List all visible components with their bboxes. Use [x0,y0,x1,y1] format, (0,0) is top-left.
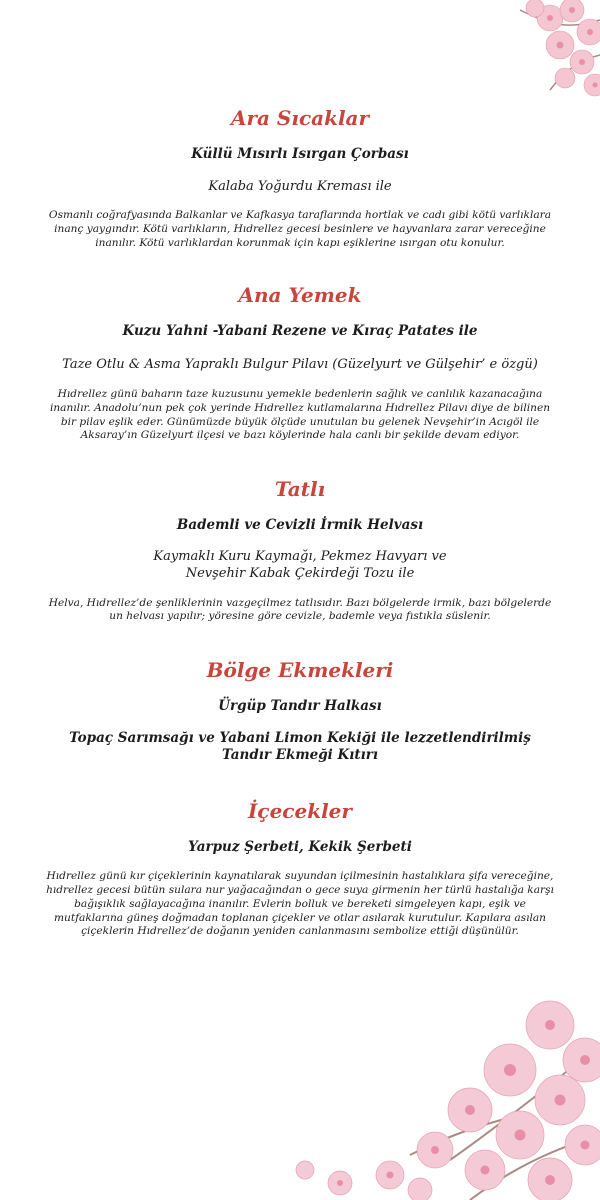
dish-name-line: Topaç Sarımsağı ve Yabani Limon Kekiği ile lezzetlendirilmiş [69,729,531,746]
menu-content [46,100,554,939]
dish-subtitle-line: Nevşehir Kabak Çekirdeği Tozu ile [185,565,415,581]
dish-description: Osmanlı coğrafyasında Balkanlar ve Kafkasya taraflarında hortlak ve cadı gibi kötü varlıklara inanç yaygındır. Kötü varlıkların, Hıdrellez gecesi besinlere ve hayvanlara zarar vereceğine inanılır. Kötü varlıklardan korunmak için kapı eşiklerine ısırgan otu konulur. [48,209,552,249]
section-title-bolge-ekmekleri: Bölge Ekmekleri [206,658,394,683]
section-title-ana-yemek: Ana Yemek [238,282,362,307]
cherry-blossom-bottom-icon [220,985,600,1200]
dish-name: Yarpuz Şerbeti, Kekik Şerbeti [188,838,412,855]
dish-name: Küllü Mısırlı Isırgan Çorbası [191,146,409,162]
dish-subtitle-line: Kaymaklı Kuru Kaymağı, Pekmez Havyarı ve [153,548,447,564]
dish-description: Hıdrellez günü baharın taze kuzusunu yemekle bedenlerin sağlık ve canlılık kazanacağına inanılır. Anadolu’nun pek çok yerinde Hıdrellez kutlamalarına Hıdrellez Pilavı diye de bilinen bir pilav eşlik eder. Günümüzde büyük ölçüde unutulan bu gelenek Nevşehir’in Acıgöl ile Aksaray’ın Güzelyurt ilçesi ve bazı köylerinde hala canlı bir şekilde devam ediyor. [49,388,551,442]
dish-subtitle: Taze Otlu & Asma Yapraklı Bulgur Pilavı (Güzelyurt ve Gülşehir’ e özgü) [62,357,538,373]
section-title-ara-sicaklar: Ara Sıcaklar [230,106,370,130]
dish-name: Ürgüp Tandır Halkası [218,698,382,715]
dish-name: Kuzu Yahni -Yabani Rezene ve Kıraç Patates ile [122,322,478,339]
dish-description: Helva, Hıdrellez’de şenliklerinin vazgeçilmez tatlısıdır. Bazı bölgelerde irmik, bazı bölgelerde un helvası yapılır; yöresine göre cevizle, bademle veya fıstıkla süslenir. [48,596,552,623]
dish-name: Bademli ve Cevizli İrmik Helvası [176,517,424,534]
dish-subtitle: Kalaba Yoğurdu Kreması ile [208,178,392,194]
dish-name-line: Tandır Ekmeği Kıtırı [222,747,378,764]
section-title-icecekler: İçecekler [248,798,352,823]
cherry-blossom-top-icon [400,0,600,100]
section-title-tatli: Tatlı [274,477,326,502]
dish-description: Hıdrellez günü kır çiçeklerinin kaynatılarak suyundan içilmesinin hastalıklara şifa vereceğine, hıdrellez gecesi bütün sulara nur yağacağından o gece suya girmenin her türlü hastalığa karşı bağışıklık sağlayacağına inanılır. Evlerin bolluk ve bereketi simgeleyen kapı, eşik ve mutfaklarına güneş doğmadan toplanan çiçekler ve otlar asılarak kurutulur. Kapılara asılan çiçeklerin Hıdrellez’de doğanın yeniden canlanmasını sembolize ettiği düşünülür. [46,870,554,938]
